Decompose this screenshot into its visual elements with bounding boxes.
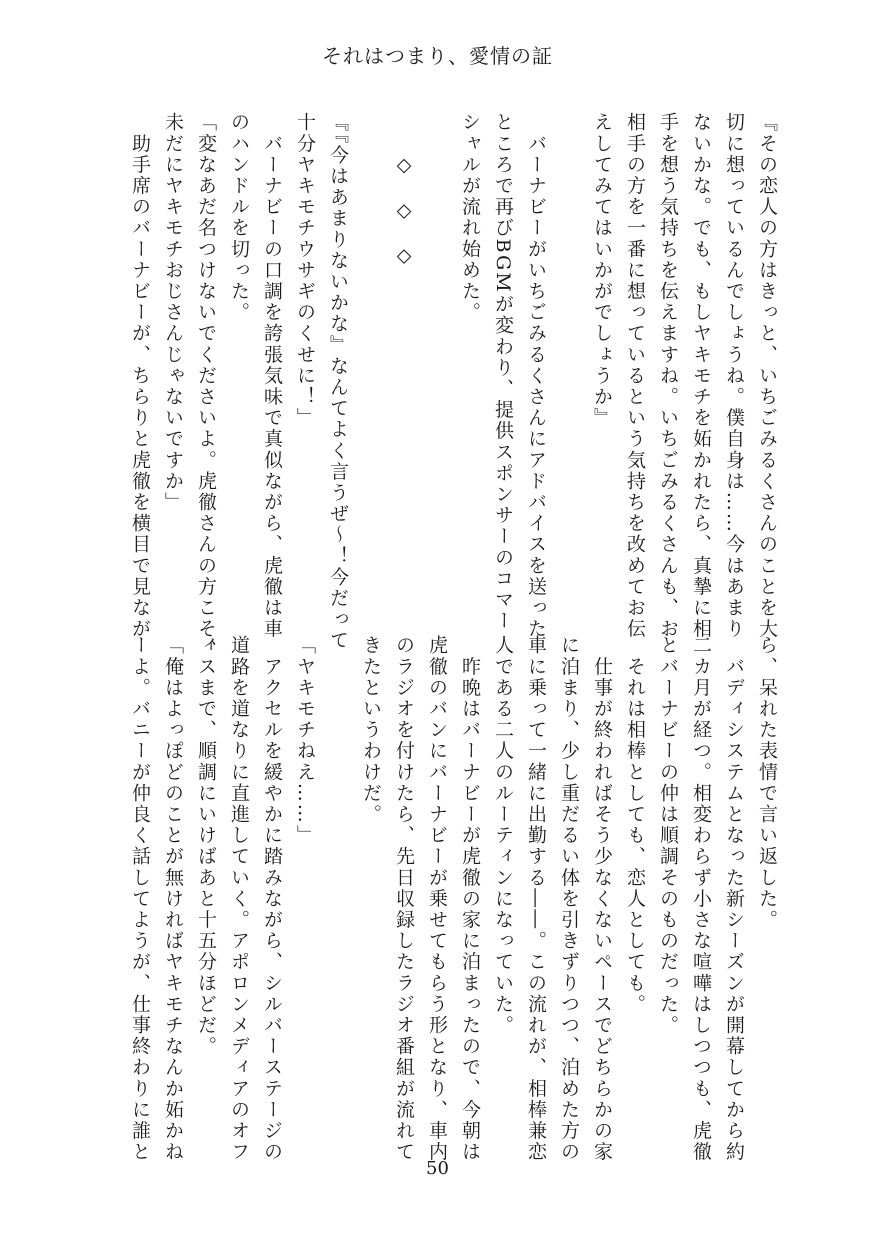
text-line: ーよ。バニーが仲良く話してようが、仕事終わりに誰と bbox=[129, 635, 151, 1163]
text-line bbox=[354, 112, 387, 612]
text-line: 「ヤキモチねえ……」 bbox=[294, 635, 316, 846]
text-line: きたというわけだ。 bbox=[360, 635, 382, 825]
text-line: ら、呆れた表情で言い返した。 bbox=[756, 635, 778, 931]
text-line bbox=[420, 112, 453, 612]
text-line: 「俺はよっぽどのことが無ければヤキモチなんか妬かね bbox=[162, 635, 184, 1163]
text-line: のハンドルを切った。 bbox=[228, 112, 250, 323]
bottom-text-column bbox=[123, 635, 783, 1163]
text-line: 二カ月が経つ。相変わらず小さな喧嘩はしつつも、虎徹 bbox=[690, 635, 712, 1163]
text-line: ◇ ◇ ◇ bbox=[393, 112, 415, 269]
text-line: 十分ヤキモチウサギのくせに！」 bbox=[294, 112, 316, 429]
text-line: ないかな。でも、もしヤキモチを妬かれたら、真摯に相 bbox=[690, 112, 712, 640]
text-line: 人である二人のルーティンになっていた。 bbox=[492, 635, 514, 1036]
text-line: 仕事が終わればそう少なくないペースでどちらかの家 bbox=[591, 635, 613, 1163]
top-text-column bbox=[123, 112, 783, 661]
text-line: 車に乗って一緒に出勤する――。この流れが、相棒兼恋 bbox=[525, 635, 547, 1163]
text-line: ィスまで、順調にいけばあと十五分ほどだ。 bbox=[195, 635, 217, 1057]
text-line: 手を想う気持ちを伝えますね。いちごみるくさんも、お bbox=[657, 112, 679, 640]
running-header: それはつまり、愛情の証 bbox=[322, 44, 553, 68]
text-line: ところで再びBGMが変わり、提供スポンサーのコマー bbox=[492, 112, 514, 632]
text-line: のラジオを付けたら、先日収録したラジオ番組が流れて bbox=[393, 635, 415, 1163]
text-line: 『その恋人の方はきっと、いちごみるくさんのことを大 bbox=[756, 112, 778, 640]
text-line: 昨晩はバーナビーが虎徹の家に泊まったので、今朝は bbox=[459, 635, 481, 1163]
text-line: バーナビーがいちごみるくさんにアドバイスを送った bbox=[525, 112, 547, 640]
text-line: バディシステムとなった新シーズンが開幕してから約 bbox=[723, 635, 745, 1163]
text-line: 『『今はあまりないかな』なんてよく言うぜ～！今だって bbox=[327, 112, 349, 652]
text-line: 助手席のバーナビーが、ちらりと虎徹を横目で見なが bbox=[129, 112, 151, 640]
text-line: バーナビーの口調を誇張気味で真似ながら、虎徹は車 bbox=[261, 112, 283, 640]
text-line: えしてみてはいかがでしょうか』 bbox=[591, 112, 613, 429]
text-line: 道路を道なりに直進していく。アポロンメディアのオフ bbox=[228, 635, 250, 1163]
text-line: 相手の方を一番に想っているという気持ちを改めてお伝 bbox=[624, 112, 646, 640]
text-line: とバーナビーの仲は順調そのものだった。 bbox=[657, 635, 679, 1036]
page-number: 50 bbox=[426, 1158, 449, 1179]
text-line: 切に想っているんでしょうね。僕自身は……今はあまり bbox=[723, 112, 745, 640]
text-line: シャルが流れ始めた。 bbox=[459, 112, 481, 323]
text-line: 未だにヤキモチおじさんじゃないですか」 bbox=[162, 112, 184, 513]
text-line: 「変なあだ名つけないでくださいよ。虎徹さんの方こそ、 bbox=[195, 112, 217, 661]
text-line: それは相棒としても、恋人としても。 bbox=[624, 635, 646, 1015]
text-line bbox=[552, 112, 585, 612]
text-line: 虎徹のバンにバーナビーが乗せてもらう形となり、車内 bbox=[426, 635, 448, 1163]
text-line bbox=[321, 635, 354, 1135]
text-line: に泊まり、少し重だるい体を引きずりつつ、泊めた方の bbox=[558, 635, 580, 1163]
text-line: アクセルを緩やかに踏みながら、シルバーステージの bbox=[261, 635, 283, 1163]
